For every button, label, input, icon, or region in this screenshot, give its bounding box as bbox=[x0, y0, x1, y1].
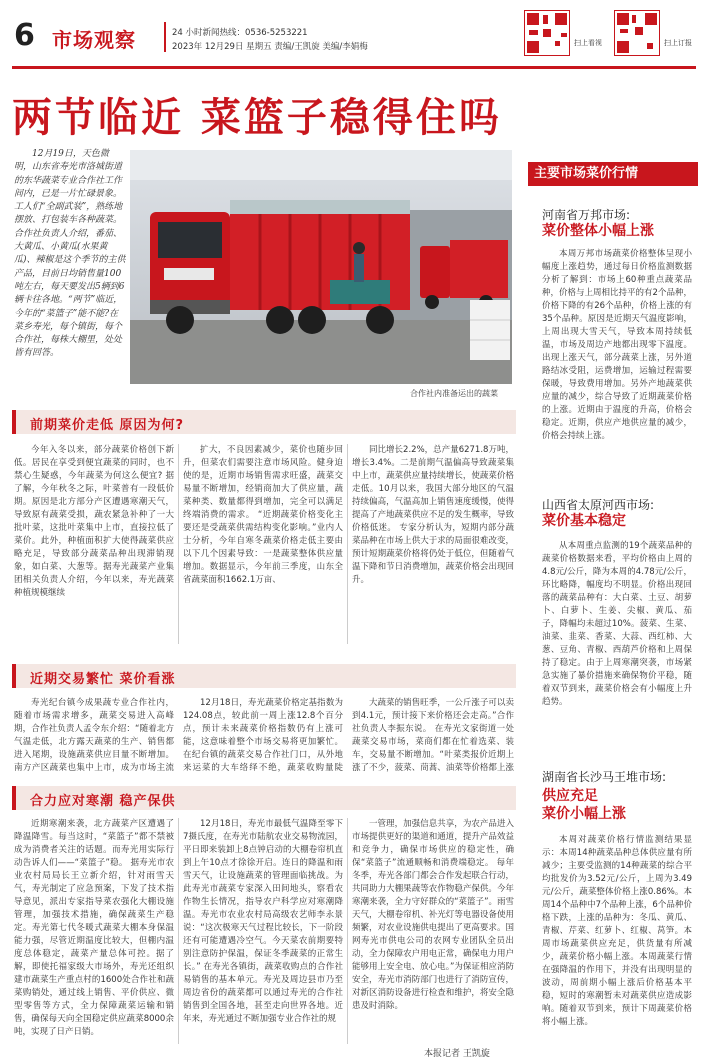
section-3-column-2 bbox=[183, 818, 343, 1054]
section-1-column-2 bbox=[183, 444, 343, 654]
section-2-column-3 bbox=[352, 697, 514, 775]
section-3-column-1 bbox=[14, 818, 174, 1054]
page-headline: 两节临近 菜篮子稳得住吗 bbox=[12, 94, 502, 141]
qr-caption-subscribe: 扫上订报 bbox=[664, 39, 692, 47]
masthead bbox=[0, 0, 708, 72]
market-2-title: 菜价基本稳定 bbox=[542, 513, 626, 529]
section-2-column-1 bbox=[14, 697, 174, 775]
market-3-name: 湖南省长沙马王堆市场: bbox=[542, 770, 667, 784]
section-3-column-2-text: 12月18日，寿光市最低气温降至零下7摄氏度，在寿光市陆航农业交易物流园，平日即来装卸上8点钟启动的大棚卷帘机直到上午10点才徐徐开启。连日的降温和雨雪天气，让设施蔬菜的管理面临挑战。为此寿光市蔬菜专家深入田间地头，察看农作物生长情况，指导农户科学应对寒潮降温。寿光市农业农村局高级农艺师李永景说：“这次极寒天气过程比较长，下一阶段还有可能遭遇冷空气。今天菜农前期要特别注意防护保温，保证冬季蔬菜的正常生长。” 在寿光各镇街，蔬菜收购点的合作社易销售的基本单元。寿光及周边县市乃至周边省份的蔬菜都可以通过寿光的合作社销售到全国各地，甚至走向世界各地。近年来，寿光通过不断加强专业合作社的规 bbox=[183, 819, 343, 1024]
section-2-column-2-text: 12月18日，寿光蔬菜价格定基指数为124.08点，较此前一周上涨12.8个百分点，预计未来蔬菜价格指数仍有上涨可能，这意味着整个市场交易将更加繁忙。 在纪台镇的蔬菜交易合作社门口，从外地来运菜的大车络绎不绝，蔬菜收购量陡 bbox=[183, 698, 343, 773]
section-3-title: 合力应对寒潮 稳产保供 bbox=[30, 794, 176, 809]
section-3-column-1-text: 近期寒潮来袭，北方蔬菜产区遭遇了降温降雪。每当这时，“菜篮子”都不禁被成为消费者关注的话题。而寿光用实际行动告诉人们——“菜篮子”稳。 据寿光市农业农村局局长王立新介绍，针对雨雪天气，寿光制定了应急预案，下发了技术指导意见，派出专家指导菜农强化大棚设施管理，加强技术措施，确保蔬菜生产稳定。寿光第七代冬暖式蔬菜大棚本身保温能力强，尽管近期温度比较大，但棚内温度总体稳定，蔬菜产量总体可控。据了解，即使托福家级大市场外，寿光还组织建市蔬菜生产重点村的1600处合作社和蔬菜购销处，通过线上销售、平价供应、微型零售等方式，全力保障蔬菜运输和销售，确保每天向全国稳定供应蔬菜8000余吨，实现了日产日销。 bbox=[14, 819, 174, 1037]
qr-code-subscribe-icon[interactable] bbox=[614, 10, 660, 56]
masthead-rule bbox=[12, 66, 696, 69]
section-3-column-3 bbox=[352, 818, 514, 1042]
column-rule bbox=[347, 818, 348, 1044]
market-2-name: 山西省太原河西市场: bbox=[542, 498, 655, 512]
market-3-title-line1: 供应充足 bbox=[542, 788, 598, 804]
section-2-column-3-text: 大蔬菜的销售旺季，一公斤涨子可以卖到4.1元，预计接下来价格还会走高。”合作社负责人李振东说。 在寿光文家街道一处蔬菜交易市场，菜商们都在忙着选菜、装车，交易量不断增加。“叶菜类报价近期上涨了不少，菠菜、茼蒿、油菜等价格都上涨 bbox=[352, 698, 514, 773]
section-name: 市场观察 bbox=[52, 28, 136, 52]
column-rule bbox=[178, 818, 179, 1044]
column-rule bbox=[347, 444, 348, 644]
section-2-title: 近期交易繁忙 菜价看涨 bbox=[30, 672, 176, 687]
section-3-column-3-text: 一管理，加强信息共享，为农产品进入市场提供更好的渠道和通道，提升产品效益和竞争力，确保市场供应的稳定性，确保“菜篮子”流通顺畅和消费端稳定。 每年冬季，寿光各部门都会合作发起联合行动，共同助力大棚果蔬等农作物稳产保供。今年寒潮来袭，全力守好群众的“菜篮子”。雨雪天气，大棚卷帘机、补光灯等电器设备使用频繁，对农业设施供电提出了更高要求。国网寿光市供电公司的农网专业团队全员出动，全力保障农户用电正常，确保电力用户能够用上安全电、放心电。”为保证相应消防安全，寿光市消防部门也进行了消防宣传，对新区消防设备进行检查和维护，将安全隐患及时消除。 bbox=[352, 819, 514, 1011]
photo-caption: 合作社内准备运出的蔬菜 bbox=[410, 389, 498, 398]
truck-photo bbox=[130, 150, 512, 384]
page-number: 6 bbox=[14, 18, 35, 53]
section-2-header bbox=[12, 664, 516, 688]
market-1-title: 菜价整体小幅上涨 bbox=[542, 223, 654, 239]
masthead-separator bbox=[164, 22, 166, 52]
intro-paragraph: 12月19日，天色微明，山东省寿光市洛城街道的东华蔬菜专业合作社工作间内，已是一片忙碌景象。工人们“全副武装”，熟练地摆放、打包装车各种蔬菜。合作社负责人介绍，番茄、大黄瓜、小黄瓜(水果黄瓜)、辣椒是这个季节的主供产品，目前日均销售量100吨左右，每天要发出5辆到6辆卡往各地。“两节”临近，今年的“菜篮子”能不能?在菜乡寿光，每个镇街，每个合作社，每株大棚里，处处皆有回答。 bbox=[14, 149, 126, 359]
market-prices-banner: 主要市场菜价行情 bbox=[528, 162, 698, 186]
date-line: 2023年 12月29日 星期五 责编/王凯旋 美编/李娟梅 bbox=[172, 42, 368, 52]
column-rule bbox=[178, 444, 179, 644]
section-1-column-2-text: 扩大，不良因素减少，菜价也随步回升，但菜农们需要注意市场风险。健身迫使的是，近期市场销售需求旺盛，蔬菜交易量不断增加，经销商加大了供应量，蔬菜种类、数量都得到增加，完全可以满足终端消费的需求。 “近期蔬菜价格变化主要还是受蔬菜供需结构变化影响。”业内人士分析，今年自寒冬蔬菜价格走低主要由以下几个因素导致：一是蔬菜整体供应量增加。数据显示，今年前三季度，山东全省蔬菜面积1662.1万亩、 bbox=[183, 445, 343, 585]
section-1-column-1 bbox=[14, 444, 174, 654]
market-3-title-line2: 菜价小幅上涨 bbox=[542, 806, 626, 822]
section-1-header bbox=[12, 410, 516, 434]
qr-code-video-icon[interactable] bbox=[524, 10, 570, 56]
qr-caption-video: 扫上看视 bbox=[574, 39, 602, 47]
section-1-column-3-text: 同比增长2.2%，总产量6271.8万吨，增长3.4%。二是前期气温偏高导致蔬菜集中上市，蔬菜供应量持续增长，使蔬菜价格走低。10月以来，我国大部分地区的气温持续偏高，气温高加上销售速度缓慢，使得提高了产地蔬菜供应不足的发生概率，导致价格低迷。 专家分析认为，短期内部分蔬菜品种在市场上供大于求的局面很难改变，预计短期蔬菜价格将仍处于低位，但随着气温下降和节日消费增加，蔬菜价格会出现回升。 bbox=[352, 445, 514, 585]
truck-illustration bbox=[130, 150, 512, 384]
section-3-header bbox=[12, 786, 516, 810]
section-2-column-2 bbox=[183, 697, 343, 775]
news-hotline: 24 小时新闻热线：0536-5253221 bbox=[172, 28, 308, 38]
reporter-byline: 本报记者 王凯旋 bbox=[424, 1049, 490, 1059]
market-3-body: 本周对蔬菜价格行情监测结果显示：本周14种蔬菜品种总体供应量有所减少；主要受监测的14种蔬菜的综合平均批发价为3.52元/公斤，上周为3.49元/公斤，蔬菜整体价格上涨0.86%。本周14个品种中7个品种上涨，6个品种价格下跌，上涨的品种为：冬瓜、黄瓜、青椒、芹菜、红萝卜、红椒、莴笋。本周市场蔬菜供应充足，供货量有所减少，蔬菜价格小幅上涨。本周蔬菜行情在强降温的作用下，并没有出现明显的波动，周前期小幅上涨后价格基本平稳，短时的寒潮暂未对蔬菜供应造成影响。随着双节到来，预计下周蔬菜价格将小幅上涨。 bbox=[542, 835, 692, 1027]
market-1-body: 本周万邦市场蔬菜价格整体呈现小幅度上涨趋势，通过每日价格监测数据分析了解到：市场上60种重点蔬菜品种，价格与上周相比持平的有2个品种，价格下降的有26个品种，价格上涨的有35个品种。原因是近期天气温度影响，上周出现大雪天气，导致本周持续低温，市场及周边产地都出现零下温度。出现上涨天气，部分蔬菜上涨，另外道路结冰受阻，运费增加，运输过程需要保暖，导致费用增加。另外产地蔬菜供应量的减少，综合导致了近期蔬菜价格的上涨。近期由于温度的升高，价格会稳定。近期，供应产地供应量的减少，价格会持续上涨。 bbox=[542, 249, 692, 441]
market-1-name: 河南省万邦市场: bbox=[542, 208, 631, 222]
section-1-column-3 bbox=[352, 444, 514, 654]
market-2-body: 从本周重点监测的19个蔬菜品种的蔬菜价格数据来看，平均价格由上周的4.8元/公斤，降为本周的4.78元/公斤，环比略降，幅度均不明显。价格出现回落的蔬菜品种有：大白菜、土豆、胡萝卜、白萝卜、生姜、尖椒、黄瓜、茄子，降幅均未超过10%。菠菜、生菜、油菜、韭菜、香菜、大蒜、西红柿、大葱、豆角、青椒、西葫芦价格和上周保持了稳定。由于上周寒潮突袭，市场紧急实施了暴价措施来确保物价平稳，随着双节到来，蔬菜价格会有小幅度上升趋势。 bbox=[542, 541, 692, 707]
section-2-column-1-text: 寿光纪台镇今成果蔬专业合作社内，随着市场需求增多，蔬菜交易进入高峰期，合作社负责人孟令东介绍：“随着北方气温走低，北方露天蔬菜的生产、销售都进入尾期，设施蔬菜供应目量不断增加。南方产区蔬菜也集中上市，成为市场主流 bbox=[14, 698, 174, 773]
section-1-title: 前期菜价走低 原因为何? bbox=[30, 418, 185, 433]
section-1-column-1-text: 今年入冬以来，部分蔬菜价格创下新低。居民在享受到便宜蔬菜的同时，也不禁心生疑惑，今年蔬菜为何这么便宜? 据了解，今年秋冬之际，叶菜普有一段低价期。原因是北方部分产区遭遇寒潮天气，导致原有蔬菜受损，蔬农紧急补种了一大批叶菜，这批叶菜集中上市，直接拉低了菜价。此外，种植面积扩大使得蔬菜供应略充足，导致部分蔬菜品种出现滞销现象，如白菜、大葱等。据寿光蔬菜产业集团相关负责人介绍，今年以来，寿光蔬菜种植规模继续 bbox=[14, 445, 174, 598]
